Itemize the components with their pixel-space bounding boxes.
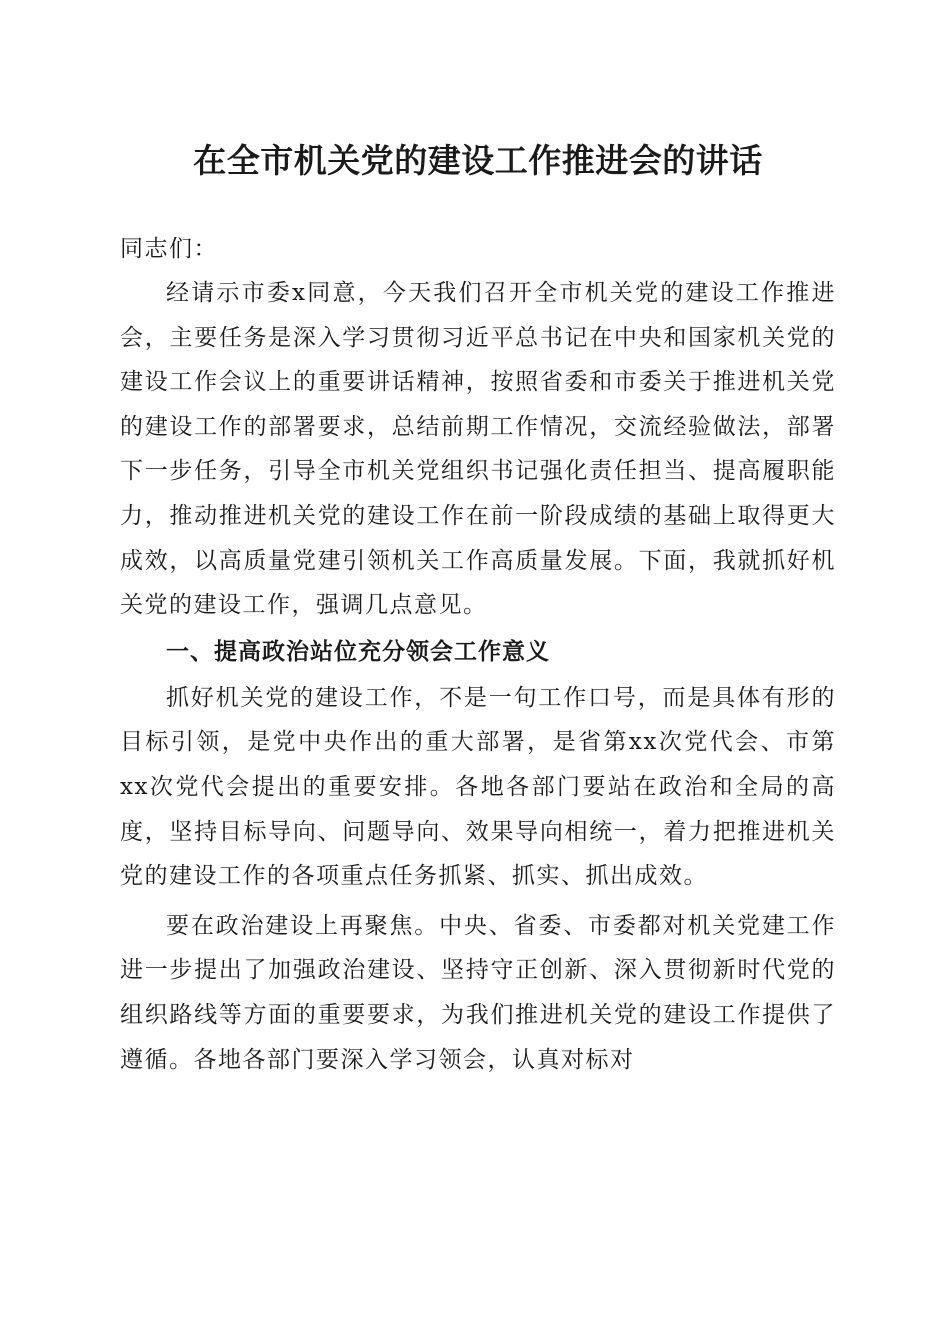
section-1-paragraph-2: 要在政治建设上再聚焦。中央、省委、市委都对机关党建工作进一步提出了加强政治建设、坚持守正创新、深入贯彻新时代党的组织路线等方面的重要要求，为我们推进机关党的建设工作提供了遵循。各地各部门要深入学习领会，认真对标对 bbox=[120, 912, 836, 1073]
salutation: 同志们： bbox=[120, 236, 218, 262]
section-heading-1: 一、提高政治站位充分领会工作意义 bbox=[166, 638, 550, 665]
intro-paragraph: 经请示市委x同意，今天我们召开全市机关党的建设工作推进会，主要任务是深入学习贯彻习近平总书记在中央和国家机关党的建设工作会议上的重要讲话精神，按照省委和市委关于推进机关党的建设工作的部署要求，总结前期工作情况，交流经验做法，部署下一步任务，引导全市机关党组织书记强化责任担当、提高履职能力，推动推进机关党的建设工作在前一阶段成绩的基础上取得更大成效，以高质量党建引领机关工作高质量发展。下面，我就抓好机关党的建设工作，强调几点意见。 bbox=[120, 280, 836, 619]
section-1-paragraph-1: 抓好机关党的建设工作，不是一句工作口号，而是具体有形的目标引领，是党中央作出的重大部署，是省第xx次党代会、市第xx次党代会提出的重要安排。各地各部门要站在政治和全局的高度，坚持目标导向、问题导向、效果导向相统一，着力把推进机关党的建设工作的各项重点任务抓紧、抓实、抓出成效。 bbox=[120, 684, 836, 890]
document-title: 在全市机关党的建设工作推进会的讲话 bbox=[193, 141, 763, 180]
document-page bbox=[120, 138, 836, 1082]
